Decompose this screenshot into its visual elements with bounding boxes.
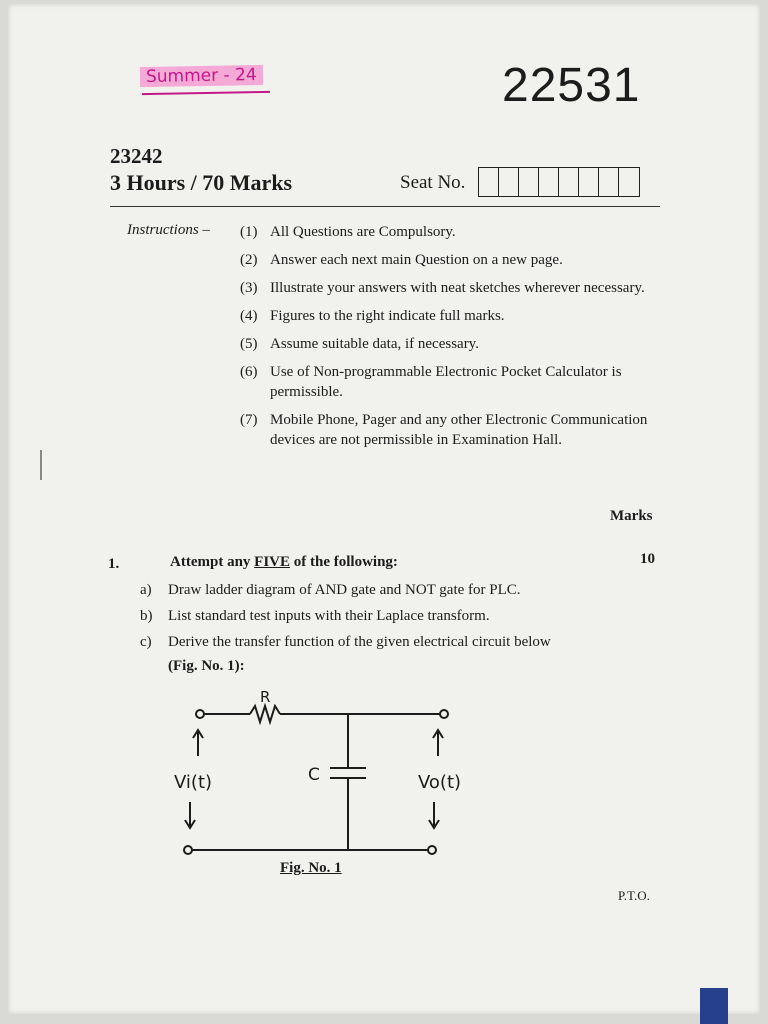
output-voltage-label: Vo(t) — [418, 772, 462, 793]
input-terminal-bottom — [184, 846, 192, 854]
input-voltage-label: Vi(t) — [174, 772, 213, 793]
resistor — [250, 706, 280, 722]
header-divider — [110, 206, 660, 207]
page-turn-over: P.T.O. — [618, 888, 650, 903]
sub-question-b: b) List standard test inputs with their Laplace transform. — [140, 608, 490, 624]
instructions-list — [240, 222, 660, 458]
seat-box — [519, 168, 539, 196]
duration-marks: 3 Hours / 70 Marks — [110, 170, 293, 195]
seat-box — [479, 168, 499, 196]
seat-number-boxes — [478, 167, 640, 197]
resistor-label: R — [260, 688, 271, 706]
output-terminal-top — [440, 710, 448, 718]
figure-caption: Fig. No. 1 — [280, 860, 342, 876]
seat-box — [539, 168, 559, 196]
instruction-item: (4) Figures to the right indicate full marks. — [240, 308, 505, 324]
seat-box — [559, 168, 579, 196]
instructions-label: Instructions – — [127, 222, 210, 238]
rc-circuit-diagram — [174, 684, 470, 859]
instruction-item: (6) Use of Non-programmable Electronic Pocket Calculator is permissible. — [240, 364, 622, 400]
instruction-item: (7) Mobile Phone, Pager and any other Electronic Communication devices are not permissible in Examination Hall. — [240, 412, 648, 448]
sub-question-c: c) Derive the transfer function of the given electrical circuit below — [140, 634, 551, 650]
output-terminal-bottom — [428, 846, 436, 854]
instruction-item: (5) Assume suitable data, if necessary. — [240, 336, 479, 352]
seat-box — [579, 168, 599, 196]
instruction-item: (2) Answer each next main Question on a new page. — [240, 252, 563, 268]
paper-code: 23242 — [110, 144, 163, 168]
question-title: Attempt any FIVE of the following: — [170, 554, 398, 570]
input-terminal-top — [196, 710, 204, 718]
marks-heading: Marks — [610, 508, 653, 524]
question-number: 1. — [108, 556, 120, 572]
instruction-item: (1) All Questions are Compulsory. — [240, 224, 456, 240]
question-marks: 10 — [640, 551, 655, 567]
seat-box — [599, 168, 619, 196]
background-object — [700, 988, 728, 1024]
instruction-item: (3) Illustrate your answers with neat sketches wherever necessary. — [240, 280, 645, 296]
seat-box — [499, 168, 519, 196]
subject-code: 22531 — [502, 59, 641, 112]
sub-question-a: a) Draw ladder diagram of AND gate and NOT gate for PLC. — [140, 582, 521, 598]
seat-box — [619, 168, 639, 196]
handwritten-note: Summer - 24 — [140, 65, 263, 87]
capacitor-label: C — [308, 765, 320, 785]
seat-label: Seat No. — [400, 172, 466, 193]
figure-reference: (Fig. No. 1): — [168, 658, 245, 674]
margin-mark — [40, 450, 42, 480]
